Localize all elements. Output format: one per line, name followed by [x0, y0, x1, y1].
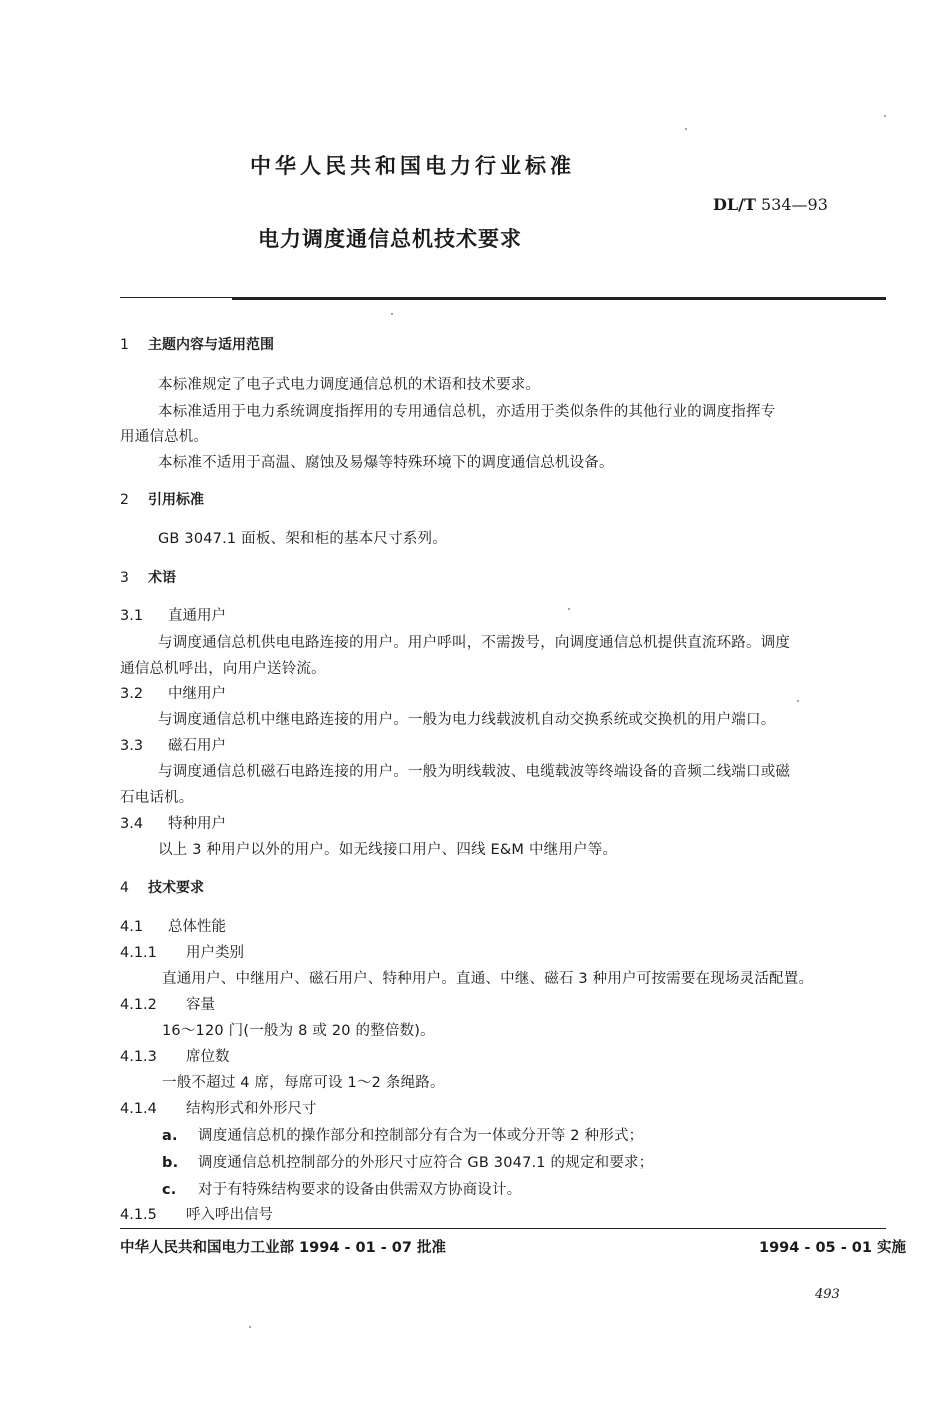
subsection-4-1-4-heading: [120, 1097, 317, 1118]
subsection-title: 呼入呼出信号: [186, 1207, 273, 1223]
standard-number: [713, 195, 828, 214]
implementation-date: 1994 - 05 - 01 实施: [759, 1240, 906, 1256]
subsection-3-1-heading: [120, 604, 226, 625]
reference-item: GB 3047.1 面板、架和柜的基本尺寸系列。: [158, 531, 447, 547]
subsection-3-4-heading: [120, 812, 226, 833]
subsection-number: 4.1.2: [120, 997, 157, 1013]
subsection-number: 4.1.3: [120, 1049, 157, 1065]
scan-speck: [568, 608, 570, 610]
approval-statement: 中华人民共和国电力工业部 1994 - 01 - 07 批准: [120, 1240, 447, 1256]
section-number: 4: [120, 880, 129, 896]
subsection-3-3-heading: [120, 734, 226, 755]
section-number: 1: [120, 337, 129, 353]
subsection-title: 用户类别: [186, 945, 244, 961]
list-item-label: c.: [162, 1182, 177, 1198]
subsection-number: 4.1.4: [120, 1101, 157, 1117]
subsection-title: 磁石用户: [168, 738, 226, 754]
section-title: 引用标准: [148, 492, 204, 508]
paragraph: 本标准不适用于高温、腐蚀及易爆等特殊环境下的调度通信总机设备。: [158, 455, 614, 471]
paragraph: 一般不超过 4 席，每席可设 1～2 条绳路。: [162, 1075, 445, 1091]
subsection-3-2-heading: [120, 682, 226, 703]
subsection-4-1-1-heading: [120, 941, 244, 962]
section-title: 主题内容与适用范围: [148, 337, 274, 353]
paragraph-continuation: 用通信总机。: [120, 429, 209, 445]
section-2-heading: [120, 489, 204, 509]
subsection-number: 3.4: [120, 816, 144, 832]
list-item-text: 调度通信总机的操作部分和控制部分有合为一体或分开等 2 种形式；: [198, 1128, 644, 1144]
paragraph: 与调度通信总机磁石电路连接的用户。一般为明线载波、电缆载波等终端设备的音频二线端口或磁: [158, 764, 791, 780]
footer-rule: [120, 1228, 886, 1229]
document-title: 电力调度通信总机技术要求: [258, 227, 522, 251]
subsection-4-1-2-heading: [120, 993, 215, 1014]
list-item: [162, 1151, 653, 1172]
paragraph: 16～120 门(一般为 8 或 20 的整倍数)。: [162, 1023, 435, 1039]
list-item-text: 调度通信总机控制部分的外形尺寸应符合 GB 3047.1 的规定和要求；: [198, 1155, 654, 1171]
list-item: [162, 1124, 643, 1145]
paragraph: 与调度通信总机中继电路连接的用户。一般为电力线载波机自动交换系统或交换机的用户端口。: [158, 712, 776, 728]
subsection-4-1-heading: [120, 915, 226, 936]
section-number: 2: [120, 492, 129, 508]
scan-speck: [884, 115, 886, 117]
section-number: 3: [120, 570, 129, 586]
subsection-title: 结构形式和外形尺寸: [186, 1101, 317, 1117]
paragraph: 以上 3 种用户以外的用户。如无线接口用户、四线 E&M 中继用户等。: [158, 842, 618, 858]
subsection-number: 4.1.1: [120, 945, 157, 961]
subsection-4-1-5-heading: [120, 1203, 273, 1224]
subsection-title: 特种用户: [168, 816, 226, 832]
subsection-4-1-3-heading: [120, 1045, 230, 1066]
standard-category-title: 中华人民共和国电力行业标准: [250, 154, 575, 178]
paragraph: 本标准规定了电子式电力调度通信总机的术语和技术要求。: [158, 377, 541, 393]
subsection-title: 直通用户: [168, 608, 226, 624]
subsection-title: 总体性能: [168, 919, 226, 935]
subsection-number: 3.1: [120, 608, 144, 624]
subsection-title: 中继用户: [168, 686, 226, 702]
subsection-title: 容量: [186, 997, 215, 1013]
subsection-number: 4.1.5: [120, 1207, 157, 1223]
standard-prefix: DL/T: [713, 195, 756, 214]
section-title: 术语: [148, 570, 176, 586]
subsection-number: 3.3: [120, 738, 144, 754]
section-title: 技术要求: [148, 880, 204, 896]
paragraph-continuation: 石电话机。: [120, 790, 194, 806]
scan-speck: [685, 128, 687, 130]
scan-speck: [391, 313, 393, 315]
list-item-text: 对于有特殊结构要求的设备由供需双方协商设计。: [198, 1182, 522, 1198]
standard-code: 534—93: [760, 195, 828, 214]
page-number: 493: [815, 1287, 840, 1302]
paragraph-continuation: 通信总机呼出，向用户送铃流。: [120, 661, 326, 677]
scan-speck: [249, 1326, 251, 1328]
list-item-label: a.: [162, 1128, 178, 1144]
list-item-label: b.: [162, 1155, 179, 1171]
list-item: [162, 1178, 521, 1199]
subsection-title: 席位数: [186, 1049, 230, 1065]
section-1-heading: [120, 334, 274, 354]
subsection-number: 4.1: [120, 919, 144, 935]
paragraph: 直通用户、中继用户、磁石用户、特种用户。直通、中继、磁石 3 种用户可按需要在现场灵活配置。: [162, 971, 814, 987]
section-3-heading: [120, 567, 176, 587]
header-rule-thick: [232, 298, 886, 300]
paragraph: 与调度通信总机供电电路连接的用户。用户呼叫，不需拨号，向调度通信总机提供直流环路。调度: [158, 635, 791, 651]
section-4-heading: [120, 877, 204, 897]
scan-speck: [797, 700, 799, 702]
subsection-number: 3.2: [120, 686, 144, 702]
paragraph: 本标准适用于电力系统调度指挥用的专用通信总机，亦适用于类似条件的其他行业的调度指挥专: [158, 404, 776, 420]
